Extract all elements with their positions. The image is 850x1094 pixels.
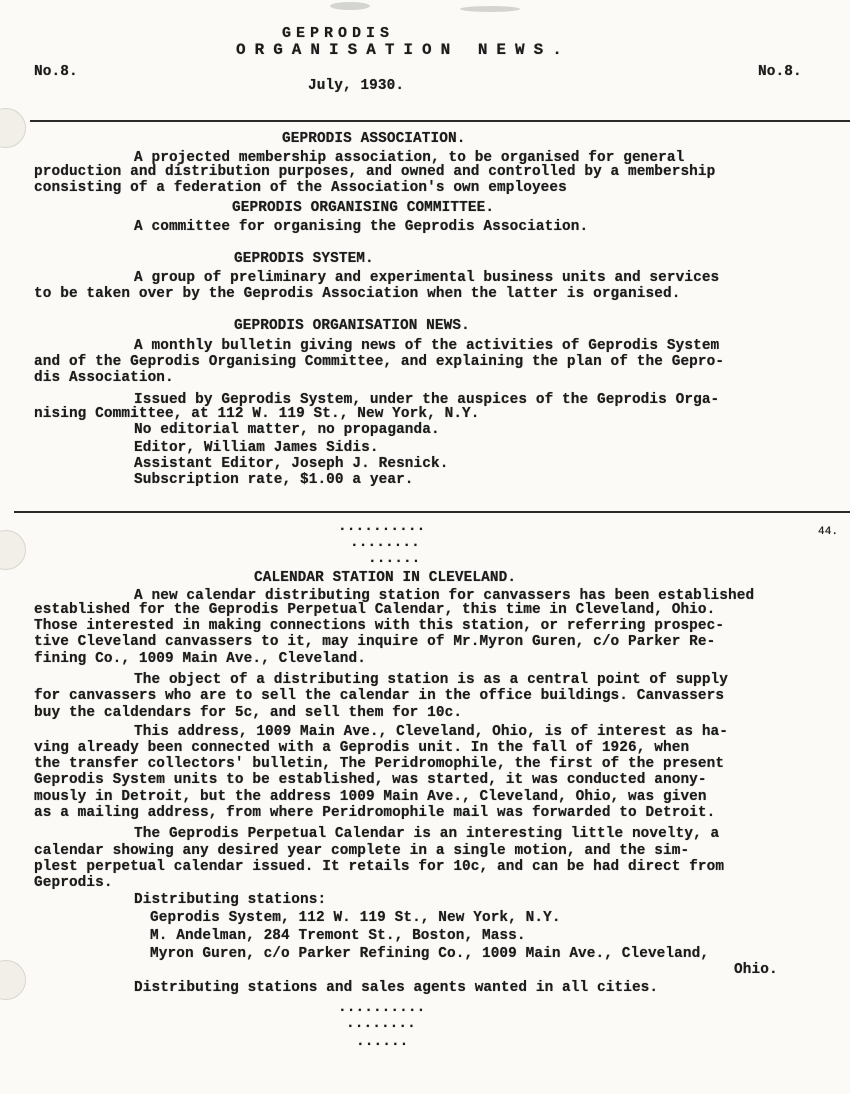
text-line: and of the Geprodis Organising Committee, and explaining the plan of the Gepro-	[34, 354, 725, 370]
text-line: consisting of a federation of the Association's own employees	[34, 180, 567, 196]
masthead-title: ORGANISATION NEWS.	[236, 41, 571, 59]
margin-mark: 44.	[818, 526, 839, 538]
text-line: mously in Detroit, but the address 1009 Main Ave., Cleveland, Ohio, was given	[34, 789, 707, 805]
editor-line: Editor, William James Sidis.	[134, 440, 379, 456]
dot-separator: ..........	[338, 519, 426, 535]
dot-separator: ........	[346, 1016, 416, 1032]
text-line: buy the caldendars for 5c, and sell them for 10c.	[34, 705, 463, 721]
dot-separator: ........	[350, 535, 420, 551]
masthead-name: GEPRODIS	[282, 25, 395, 42]
distributing-stations-heading: Distributing stations:	[134, 892, 327, 908]
punch-hole-middle	[0, 530, 26, 570]
issue-date: July, 1930.	[308, 78, 405, 94]
text-line: A committee for organising the Geprodis Association.	[134, 219, 589, 235]
section-heading-news: GEPRODIS ORGANISATION NEWS.	[234, 318, 470, 334]
text-line: This address, 1009 Main Ave., Cleveland, Ohio, is of interest as ha-	[134, 724, 729, 740]
section-heading-committee: GEPRODIS ORGANISING COMMITTEE.	[232, 200, 495, 216]
punch-hole-top	[0, 108, 26, 148]
header-rule	[30, 120, 850, 122]
text-line: Geprodis System units to be established, was started, it was conducted anony-	[34, 772, 707, 788]
text-line: A projected membership association, to be organised for general	[134, 150, 685, 166]
text-line: Issued by Geprodis System, under the auspices of the Geprodis Orga-	[134, 392, 720, 408]
station-entry: Geprodis System, 112 W. 119 St., New York, N.Y.	[150, 910, 561, 926]
assistant-editor-line: Assistant Editor, Joseph J. Resnick.	[134, 456, 449, 472]
issue-number-right: No.8.	[758, 64, 802, 80]
text-line: ving already been connected with a Geprodis unit. In the fall of 1926, when	[34, 740, 690, 756]
text-line: for canvassers who are to sell the calendar in the office buildings. Canvassers	[34, 688, 725, 704]
text-line: tive Cleveland canvassers to it, may inquire of Mr.Myron Guren, c/o Parker Re-	[34, 634, 716, 650]
text-line: to be taken over by the Geprodis Association when the latter is organised.	[34, 286, 681, 302]
text-line: nising Committee, at 112 W. 119 St., New York, N.Y.	[34, 406, 480, 422]
ink-smudge	[330, 2, 370, 10]
subscription-line: Subscription rate, $1.00 a year.	[134, 472, 414, 488]
text-line: No editorial matter, no propaganda.	[134, 422, 440, 438]
text-line: Geprodis.	[34, 875, 113, 891]
text-line: The Geprodis Perpetual Calendar is an interesting little novelty, a	[134, 826, 720, 842]
ink-smudge	[460, 6, 520, 12]
text-line: established for the Geprodis Perpetual Calendar, this time in Cleveland, Ohio.	[34, 602, 716, 618]
section-heading-system: GEPRODIS SYSTEM.	[234, 251, 374, 267]
text-line: A new calendar distributing station for canvassers has been established	[134, 588, 755, 604]
section-rule	[14, 511, 850, 513]
text-line: A group of preliminary and experimental business units and services	[134, 270, 720, 286]
text-line: Those interested in making connections with this station, or referring prospec-	[34, 618, 725, 634]
issue-number-left: No.8.	[34, 64, 78, 80]
text-line: plest perpetual calendar issued. It retails for 10c, and can be had direct from	[34, 859, 725, 875]
dot-separator: ..........	[338, 1000, 426, 1016]
article-heading: CALENDAR STATION IN CLEVELAND.	[254, 570, 517, 586]
section-heading-association: GEPRODIS ASSOCIATION.	[282, 131, 466, 147]
text-line: as a mailing address, from where Peridromophile mail was forwarded to Detroit.	[34, 805, 716, 821]
dot-separator: ......	[356, 1034, 409, 1050]
station-entry: M. Andelman, 284 Tremont St., Boston, Mass.	[150, 928, 526, 944]
station-entry: Myron Guren, c/o Parker Refining Co., 1009 Main Ave., Cleveland,	[150, 946, 710, 962]
punch-hole-bottom	[0, 960, 26, 1000]
station-entry-continued: Ohio.	[734, 962, 778, 978]
text-line: A monthly bulletin giving news of the activities of Geprodis System	[134, 338, 720, 354]
text-line: The object of a distributing station is as a central point of supply	[134, 672, 729, 688]
text-line: dis Association.	[34, 370, 174, 386]
text-line: production and distribution purposes, and owned and controlled by a membership	[34, 164, 716, 180]
text-line: calendar showing any desired year complete in a single motion, and the sim-	[34, 843, 690, 859]
wanted-line: Distributing stations and sales agents wanted in all cities.	[134, 980, 659, 996]
text-line: the transfer collectors' bulletin, The Peridromophile, the first of the present	[34, 756, 725, 772]
text-line: fining Co., 1009 Main Ave., Cleveland.	[34, 651, 366, 667]
dot-separator: ......	[368, 551, 421, 567]
